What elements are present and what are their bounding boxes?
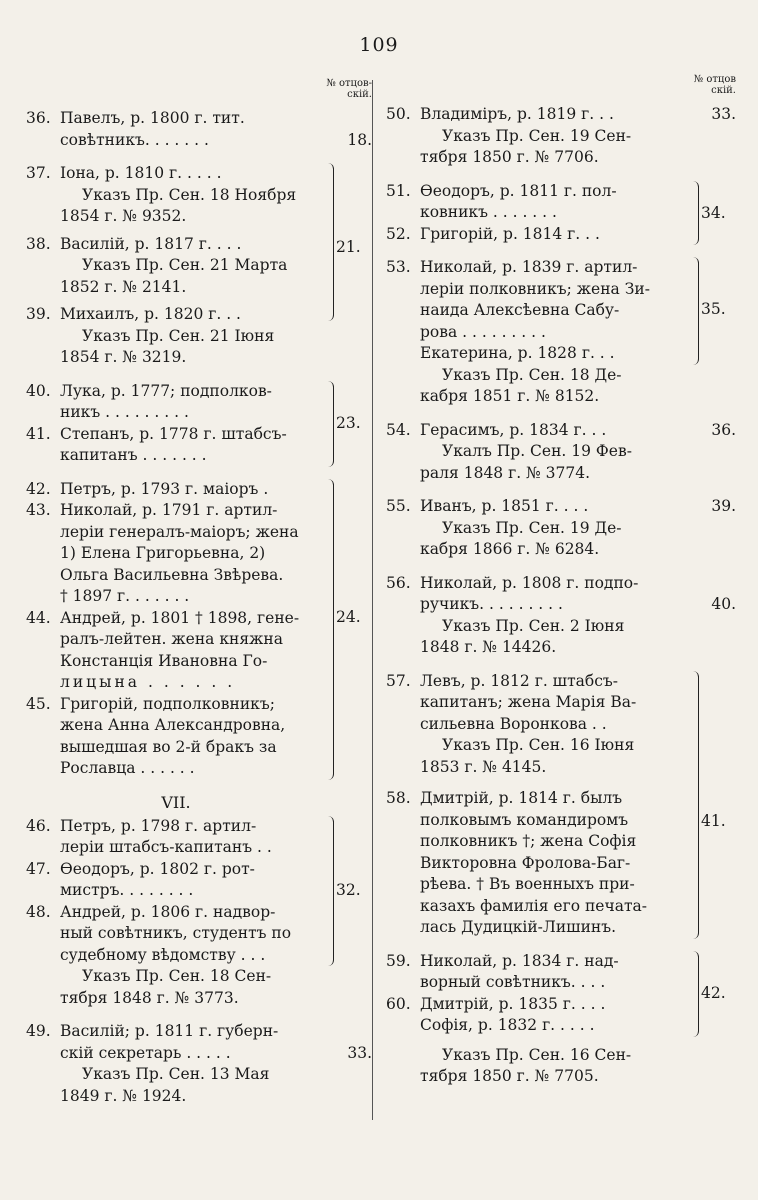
entry-46 [26,816,326,859]
text-line: 18. [347,130,372,149]
text-line: № отцов [693,74,736,85]
text-line: Василій; р. 1811 г. губерн- [60,1022,279,1040]
text-line: леріи штабсъ-капитанъ . . [60,838,272,856]
family-group-34 [386,181,726,246]
father-ref: 42. [701,983,726,1002]
text-line: рова . . . . . . . . . [420,322,546,341]
entry-59 [386,951,691,994]
text-line: 40. [711,595,736,613]
entry-41 [26,424,326,467]
bracket [325,479,334,780]
text-line: полковымъ командиромъ [420,810,629,829]
text-line: тября 1850 г. № 7706. [420,148,599,166]
text-line: Указъ Пр. Сен. 16 Сен- [442,1045,632,1064]
text-line: Владиміръ, р. 1819 г. . . [420,105,614,123]
entry-48 [26,902,326,967]
text-line: 53. [386,258,411,276]
father-ref: 32. [336,880,361,899]
section-heading: VII. [161,792,191,812]
bracket [690,257,699,365]
entry-43 [26,500,326,608]
family-group-32 [26,816,361,1010]
entry-58 [386,788,691,939]
text-line: Укалъ Пр. Сен. 19 Фев- [442,442,632,460]
text-line: Павелъ, р. 1800 г. тит. [60,109,245,127]
bracket [690,671,699,939]
text-line: 45. [26,694,51,713]
text-line: ковникъ . . . . . . . [420,203,557,221]
text-line: 1854 г. № 9352. [60,207,187,225]
bracket [325,163,334,321]
text-line: Указъ Пр. Сен. 18 Де- [442,365,622,384]
text-line: 1) Елена Григорьевна, 2) [60,544,266,562]
text-line: 44. [26,608,51,627]
text-line: Михаилъ, р. 1820 г. . . [60,305,241,323]
text-line: 42. [26,479,51,498]
text-line: Николай, р. 1839 г. артил- [420,258,638,276]
text-line: кабря 1851 г. № 8152. [420,387,600,405]
text-line: ралъ-лейтен. жена княжна [60,630,283,648]
decree [26,966,326,1009]
text-line: капитанъ; жена Марія Ва- [420,693,637,711]
decree [386,365,691,408]
text-line: 59. [386,951,411,970]
father-ref: 41. [701,811,726,830]
text-line: леріи полковникъ; жена Зи- [420,279,650,298]
text-line: лицына . . . . . . [60,673,236,691]
bracket [325,381,334,467]
text-line: судебному вѣдомству . . . [60,945,266,964]
text-line: скій. [347,89,372,100]
entry-42 [26,479,326,501]
text-line: кабря 1866 г. № 6284. [420,540,600,558]
text-line: 52. [386,224,411,243]
text-line: лась Дудицкій-Лишинъ. [420,918,617,936]
column-header [386,74,736,104]
text-line: Николай, р. 1791 г. артил- [60,501,278,519]
text-line: Указъ Пр. Сен. 18 Ноября [82,185,297,204]
text-line: Василій, р. 1817 г. . . . [60,234,242,253]
text-line: Андрей, р. 1806 г. надвор- [60,902,276,921]
text-line: 1849 г. № 1924. [60,1086,187,1105]
text-line: 1853 г. № 4145. [420,757,547,776]
text-line: Андрей, р. 1801 † 1898, гене- [60,608,300,627]
text-line: 48. [26,902,51,921]
text-line: Указъ Пр. Сен. 19 Де- [442,518,622,537]
text-line: раля 1848 г. № 3774. [420,463,591,482]
text-line: ворный совѣтникъ. . . . [420,973,606,991]
right-column [386,74,736,1100]
text-line: Ѳеодоръ, р. 1811 г. пол- [420,181,617,200]
text-line: казахъ фамилія его печата- [420,896,648,915]
entry-60 [386,994,691,1037]
text-line: скій секретарь . . . . . [60,1043,231,1062]
text-line: Указъ Пр. Сен. 2 Іюня [442,616,625,635]
text-line: 1848 г. № 14426. [420,638,557,656]
family-group-24 [26,479,361,780]
text-line: 60. [386,994,411,1013]
text-line: Викторовна Фролова-Баг- [420,853,631,872]
text-line: Григорій, р. 1814 г. . . [420,224,600,243]
family-group-21 [26,163,361,369]
text-line: Дмитрій, р. 1814 г. былъ [420,789,623,807]
entry-36 [26,108,372,151]
text-line: Степанъ, р. 1778 г. штабсъ- [60,424,287,443]
text-line: 36. [711,420,736,439]
family-group-23 [26,381,361,467]
text-line: 57. [386,671,411,690]
text-line: 54. [386,420,411,439]
text-line: † 1897 г. . . . . . . [60,587,190,605]
bracket [325,816,334,967]
text-line: леріи генералъ-маіоръ; жена [60,522,299,541]
text-line: Указъ Пр. Сен. 21 Іюня [82,326,275,345]
text-line: Ѳеодоръ, р. 1802 г. рот- [60,859,255,878]
text-line: 41. [26,424,51,443]
text-line: ный совѣтникъ, студентъ по [60,924,292,942]
entry-40 [26,381,326,424]
text-line: Екатерина, р. 1828 г. . . [420,344,615,362]
family-group-42 [386,951,726,1088]
father-ref: 21. [336,238,361,256]
entry-47 [26,859,326,902]
entry-57 [386,671,691,736]
text-line: жена Анна Александровна, [60,716,286,734]
text-line: Іона, р. 1810 г. . . . . [60,164,222,182]
text-line: Указъ Пр. Сен. 21 Марта [82,256,288,274]
text-line: 33. [711,105,736,123]
text-line: Николай, р. 1808 г. подпо- [420,573,639,592]
text-line: 38. [26,234,51,253]
page-number: 109 [359,34,399,56]
text-line: 43. [26,501,51,519]
text-line: Николай, р. 1834 г. над- [420,951,619,970]
text-line: 1854 г. № 3219. [60,348,187,366]
text-line: тября 1848 г. № 3773. [60,988,239,1007]
text-line: 51. [386,181,411,200]
decree [386,1045,691,1088]
entry-50 [386,104,736,169]
text-line: Констанція Ивановна Го- [60,651,268,670]
family-group-35 [386,257,726,408]
text-line: 46. [26,816,51,835]
decree [386,735,691,778]
text-line: 33. [347,1043,372,1062]
text-line: Софія, р. 1832 г. . . . . [420,1016,595,1034]
text-line: тября 1850 г. № 7705. [420,1067,599,1085]
text-line: Указъ Пр. Сен. 16 Іюня [442,736,635,754]
text-line: ручикъ. . . . . . . . . [420,595,563,613]
text-line: 50. [386,105,411,123]
column-divider [372,80,373,1120]
text-line: капитанъ . . . . . . . [60,446,207,464]
text-line: наида Алексѣевна Сабу- [420,301,620,319]
family-group-41 [386,671,726,939]
text-line: Указъ Пр. Сен. 13 Мая [82,1065,270,1083]
text-line: вышедшая во 2-й бракъ за [60,737,277,756]
text-line: 1852 г. № 2141. [60,277,187,296]
text-line: Указъ Пр. Сен. 18 Сен- [82,967,272,985]
text-line: мистръ. . . . . . . . [60,881,194,899]
text-line: 55. [386,497,411,515]
text-line: Иванъ, р. 1851 г. . . . [420,497,589,515]
text-line: Григорій, подполковникъ; [60,694,275,713]
entry-54 [386,420,736,485]
text-line: скій. [711,85,736,96]
text-line: полковникъ †; жена Софія [420,832,637,850]
text-line: 58. [386,789,411,807]
text-line: 56. [386,573,411,592]
text-line: никъ . . . . . . . . . [60,403,189,421]
text-line: 36. [26,109,51,127]
entry-49 [26,1021,372,1107]
entry-51 [386,181,691,224]
text-line: 39. [711,497,736,515]
entry-38 [26,234,326,299]
text-line: Левъ, р. 1812 г. штабсъ- [420,671,619,690]
column-header [26,78,372,108]
bracket [690,951,699,1037]
father-ref: 24. [336,607,361,626]
text-line: 37. [26,164,51,182]
text-line: Рославца . . . . . . [60,759,195,777]
entry-55 [386,496,736,561]
text-line: сильевна Воронкова . . [420,714,607,733]
entry-37 [26,163,326,228]
text-line: Дмитрій, р. 1835 г. . . . [420,994,606,1013]
father-ref: 34. [701,203,726,222]
text-line: 39. [26,305,51,323]
entry-52 [386,224,691,246]
text-line: Лука, р. 1777; подполков- [60,381,272,400]
text-line: рѣева. † Въ военныхъ при- [420,875,635,893]
text-line: Герасимъ, р. 1834 г. . . [420,420,607,439]
text-line: Петръ, р. 1798 г. артил- [60,816,257,835]
text-line: 47. [26,859,51,878]
text-line: 49. [26,1022,51,1040]
bracket [690,181,699,246]
text-line: № отцов- [326,78,372,89]
entry-44 [26,608,326,694]
text-line: Ольга Васильевна Звѣрева. [60,565,284,584]
text-line: Указъ Пр. Сен. 19 Сен- [442,126,632,145]
entry-56 [386,573,736,659]
entry-45 [26,694,326,780]
left-column [26,78,372,1119]
entry-39 [26,304,326,369]
text-line: 40. [26,381,51,400]
father-ref: 35. [701,300,726,318]
text-line: совѣтникъ. . . . . . . [60,130,209,149]
entry-53 [386,257,691,365]
text-line: Петръ, р. 1793 г. маіоръ . [60,479,269,498]
father-ref: 23. [336,413,361,432]
